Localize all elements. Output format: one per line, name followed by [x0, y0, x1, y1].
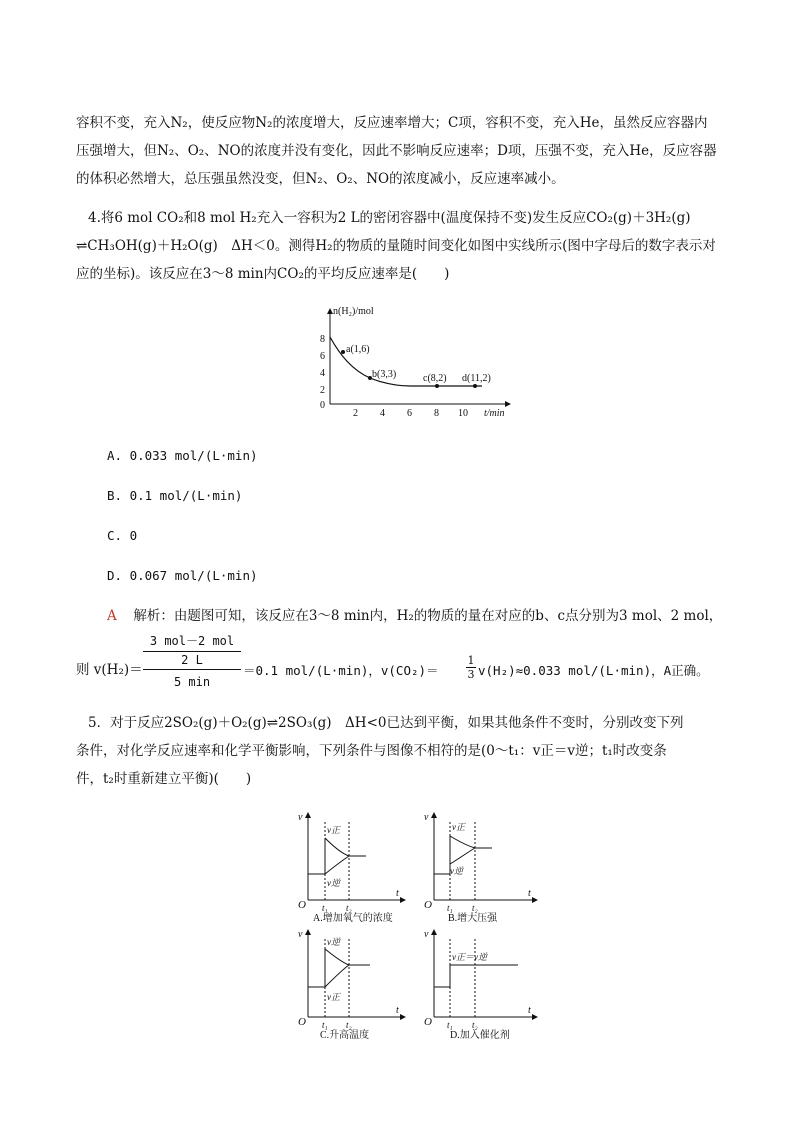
q5-stem-line-1: 5．对于反应2SO₂(g)＋O₂(g)⇌2SO₃(g) ΔH<0已达到平衡，如果其他条件不变时，分别改变下列: [88, 715, 684, 731]
fraction-num-bottom: 2 L: [143, 651, 241, 668]
analysis-text: 解析：由题图可知，该反应在3～8 min内，H₂的物质的量在对应的b、c点分别为3 mol、2 mol，: [133, 608, 723, 624]
x-tick: 4: [380, 408, 385, 419]
axis-t: t: [396, 888, 399, 899]
point-a-label: a(1,6): [346, 344, 370, 355]
x-ticks: [353, 408, 468, 419]
t2-label: t₂: [472, 1020, 478, 1030]
third-den: 3: [467, 668, 475, 681]
x-tick: 6: [407, 408, 412, 419]
equal-label: v正＝v逆: [452, 952, 487, 962]
rate-fraction: [143, 633, 241, 668]
q4-stem-line-2: ⇌CH₃OH(g)＋H₂O(g) ΔH＜0。测得H₂的物质的量随时间变化如图中实线所示(图中字母后的数字表示对: [76, 238, 716, 254]
upper-label: v正: [327, 825, 340, 835]
t1-label: t₁: [322, 1020, 328, 1030]
q4-option-c: C. 0: [107, 528, 138, 543]
q5-graph-b: [420, 808, 550, 923]
paragraph-line-2: 压强增大，但N₂、O₂、NO的浓度并没有变化，因此不影响反应速率；D项，压强不变，充入He，反应容器: [76, 143, 717, 159]
x-axis-arrow: [505, 401, 511, 407]
point-a: [341, 350, 345, 354]
fraction-num-top: 3 mol－2 mol: [149, 634, 235, 648]
point-d: [473, 384, 477, 388]
analysis-end: v(H₂)≈0.033 mol/(L·min)，A正确。: [478, 663, 709, 678]
q4-stem-line-3: 应的坐标)。该反应在3～8 min内CO₂的平均反应速率是( ): [76, 266, 450, 282]
y-tick: 4: [320, 368, 325, 379]
t2-label: t₂: [346, 903, 352, 913]
q5-graph-c: [288, 925, 418, 1040]
point-c-label: c(8,2): [423, 373, 447, 384]
main-fraction-bar: [143, 669, 241, 670]
lower-label: v逆: [450, 866, 463, 876]
t2-label: t₂: [472, 903, 478, 913]
x-tick: 10: [458, 408, 468, 419]
caption-b: B.增大压强: [448, 913, 498, 923]
lower-label: v正: [327, 992, 340, 1002]
analysis-mid: ＝0.1 mol/(L·min)，v(CO₂)＝: [243, 663, 439, 678]
q4-option-a: A. 0.033 mol/(L·min): [107, 448, 258, 463]
x-tick: 8: [434, 408, 439, 419]
y-tick: 2: [320, 385, 325, 396]
q4-option-b: B. 0.1 mol/(L·min): [107, 488, 243, 503]
x-tick: 2: [353, 408, 358, 419]
point-b-label: b(3,3): [372, 369, 397, 380]
axis-v: v: [298, 929, 303, 940]
q5-graph-a: [288, 808, 418, 923]
axis-t: t: [528, 1005, 531, 1016]
q4-analysis-line-1: [107, 606, 722, 626]
y-tick: 6: [320, 351, 325, 362]
q4-option-d: D. 0.067 mol/(L·min): [107, 568, 258, 583]
upper-label: v逆: [327, 937, 340, 947]
y-tick: 0: [320, 400, 325, 411]
paragraph-line-1: 容积不变，充入N₂，使反应物N₂的浓度增大，反应速率增大；C项，容积不变，充入He，虽然反应容器内: [76, 115, 708, 131]
answer-letter: A: [107, 608, 117, 624]
point-c: [435, 384, 439, 388]
q4-h2-graph: [300, 300, 520, 425]
t1-label: t₁: [447, 903, 453, 913]
upper-label: v正: [452, 822, 465, 832]
analysis-prefix: 则 v(H₂)＝: [76, 662, 143, 678]
q5-graph-d: [420, 925, 550, 1040]
axis-v: v: [424, 929, 429, 940]
t1-label: t₁: [322, 903, 328, 913]
q5-stem-line-2: 条件，对化学反应速率和化学平衡影响，下列条件与图像不相符的是(0～t₁：v正＝v逆；t₁时改变条: [76, 743, 667, 759]
origin: O: [424, 899, 432, 911]
axis-v: v: [424, 812, 429, 823]
fraction-den: 5 min: [173, 675, 211, 689]
caption-c: C.升高温度: [320, 1030, 370, 1040]
axis-v: v: [298, 812, 303, 823]
caption-a: A.增加氧气的浓度: [313, 913, 393, 923]
lower-label: v逆: [327, 878, 340, 888]
q5-stem-line-3: 件，t₂时重新建立平衡)( ): [76, 771, 252, 787]
y-axis-label: n(H₂)/mol: [333, 306, 374, 317]
axis-t: t: [396, 1005, 399, 1016]
origin: O: [424, 1016, 432, 1028]
x-axis-label: t/min: [484, 408, 505, 419]
y-ticks: [320, 334, 325, 411]
third-num: 1: [467, 654, 475, 667]
paragraph-line-3: 的体积必然增大，总压强虽然没变，但N₂、O₂、NO的浓度减小，反应速率减小。: [76, 171, 565, 187]
axis-t: t: [528, 888, 531, 899]
one-third: [466, 654, 476, 681]
q4-stem-line-1: 4.将6 mol CO₂和8 mol H₂充入一容积为2 L的密闭容器中(温度保持不变)发生反应CO₂(g)＋3H₂(g): [88, 210, 691, 226]
origin: O: [298, 1016, 306, 1028]
point-d-label: d(11,2): [462, 373, 491, 384]
caption-d: D.加入催化剂: [450, 1030, 510, 1040]
t1-label: t₁: [447, 1020, 453, 1030]
origin: O: [298, 899, 306, 911]
t2-label: t₂: [346, 1020, 352, 1030]
y-tick: 8: [320, 334, 325, 345]
